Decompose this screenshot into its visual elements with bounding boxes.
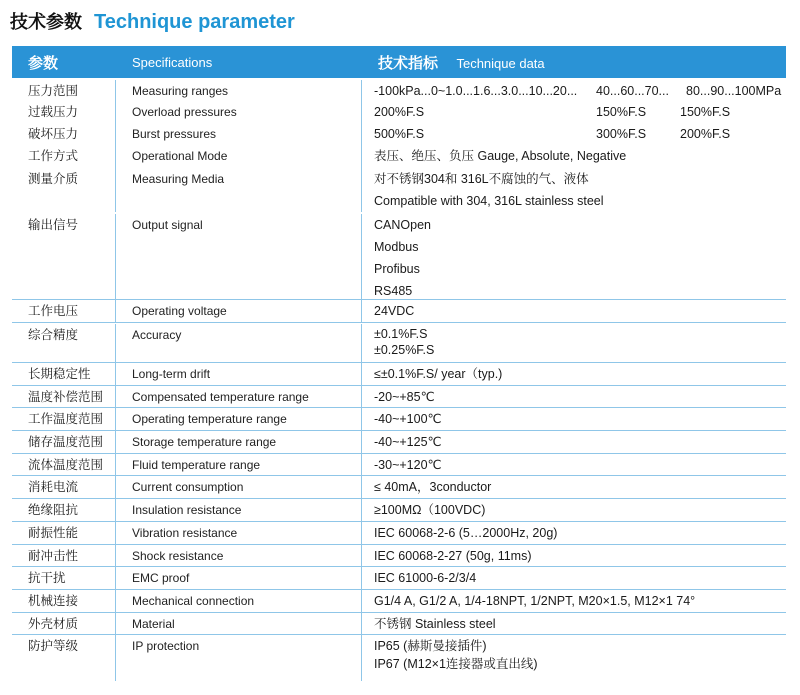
table-row (12, 545, 786, 567)
row-label-cn: 机械连接 (12, 590, 116, 612)
row-label-cn: 工作方式 (12, 145, 116, 168)
row-value: IEC 60068-2-27 (50g, 11ms) (374, 549, 532, 563)
value-line-4: RS485 (374, 284, 413, 298)
row-value (362, 101, 786, 123)
value-col-1: 200%F.S (374, 105, 425, 119)
row-label-cn: 输出信号 (12, 214, 116, 299)
row-label-en: Vibration resistance (116, 522, 362, 544)
row-label-en: Accuracy (116, 324, 362, 362)
row-label-en: Mechanical connection (116, 590, 362, 612)
row-label-cn: 压力范围 (12, 80, 116, 101)
row-label-en: EMC proof (116, 567, 362, 589)
table-row (12, 300, 786, 323)
row-label-cn: 测量介质 (12, 168, 116, 212)
row-label-cn: 耐冲击性 (12, 545, 116, 566)
table-row (12, 363, 786, 386)
value-line-2: IP67 (M12×1连接器或直出线) (374, 657, 538, 671)
header-data-cn: 技术指标 (378, 54, 439, 72)
row-label-cn: 流体温度范围 (12, 454, 116, 475)
row-label-en: Operating temperature range (116, 408, 362, 430)
row-value (362, 168, 786, 212)
value-col-3: 200%F.S (680, 127, 731, 141)
row-value (362, 80, 786, 101)
table-row (12, 408, 786, 431)
table-row (12, 454, 786, 476)
row-label-en: Storage temperature range (116, 431, 362, 453)
title-english: Technique parameter (94, 11, 295, 33)
table-row (12, 101, 786, 123)
table-row (12, 499, 786, 522)
row-value: -20~+85℃ (374, 390, 435, 404)
value-col-3: 150%F.S (680, 105, 731, 119)
row-label-en: Burst pressures (116, 123, 362, 145)
table-row (12, 323, 786, 363)
row-value: -40~+125℃ (374, 435, 442, 449)
row-value: ≥100MΩ（100VDC) (374, 503, 486, 517)
row-label-en: Material (116, 613, 362, 634)
value-line-1: IP65 (赫斯曼接插件) (374, 639, 487, 653)
value-range-2: 40...60...70... (596, 84, 669, 98)
row-label-cn: 工作温度范围 (12, 408, 116, 430)
row-label-cn: 长期稳定性 (12, 363, 116, 385)
table-body (12, 78, 786, 681)
value-range-1: -100kPa...0~1.0...1.6...3.0...10...20... (374, 84, 578, 98)
row-label-en: IP protection (116, 635, 362, 681)
value-line-2: ±0.25%F.S (374, 343, 435, 357)
table-row (12, 168, 786, 212)
row-label-en: Measuring ranges (116, 80, 362, 101)
row-value: ≤ 40mA，3conductor (374, 480, 492, 494)
table-row (12, 635, 786, 681)
header-param-en: Specifications (132, 54, 213, 70)
row-label-cn: 外壳材质 (12, 613, 116, 634)
value-col-2: 150%F.S (596, 105, 647, 119)
row-label-cn: 抗干扰 (12, 567, 116, 589)
row-label-en: Output signal (116, 214, 362, 299)
table-row (12, 145, 786, 168)
row-label-cn: 耐振性能 (12, 522, 116, 544)
page-title (10, 8, 295, 38)
table-row (12, 522, 786, 545)
row-label-cn: 工作电压 (12, 300, 116, 322)
row-label-en: Measuring Media (116, 168, 362, 212)
row-label-en: Operating voltage (116, 300, 362, 322)
row-label-en: Insulation resistance (116, 499, 362, 521)
row-value: IEC 61000-6-2/3/4 (374, 571, 477, 585)
table-row (12, 212, 786, 300)
row-label-en: Long-term drift (116, 363, 362, 385)
row-value (362, 214, 786, 299)
header-param-cn: 参数 (28, 54, 59, 72)
value-col-1: 500%F.S (374, 127, 425, 141)
row-value: IEC 60068-2-6 (5…2000Hz, 20g) (374, 526, 558, 540)
row-label-cn: 破坏压力 (12, 123, 116, 145)
row-label-cn: 防护等级 (12, 635, 116, 681)
value-line-1: CANOpen (374, 218, 431, 232)
header-data (362, 52, 786, 73)
row-value (362, 123, 786, 145)
value-range-3: 80...90...100MPa (686, 84, 782, 98)
row-label-cn: 绝缘阻抗 (12, 499, 116, 521)
row-label-cn: 综合精度 (12, 324, 116, 362)
row-label-cn: 过载压力 (12, 101, 116, 123)
row-value (362, 635, 786, 681)
row-value: 不锈钢 Stainless steel (374, 617, 496, 631)
value-line-1: ±0.1%F.S (374, 327, 428, 341)
row-value: 24VDC (374, 304, 415, 318)
row-label-en: Overload pressures (116, 101, 362, 123)
row-label-cn: 温度补偿范围 (12, 386, 116, 407)
value-line-3: Profibus (374, 262, 420, 276)
value-col-2: 300%F.S (596, 127, 647, 141)
row-label-en: Compensated temperature range (116, 386, 362, 407)
row-label-cn: 储存温度范围 (12, 431, 116, 453)
title-chinese: 技术参数 (10, 12, 82, 32)
header-data-en: Technique data (456, 55, 545, 71)
table-row (12, 431, 786, 454)
value-line-1: 对不锈钢304和 316L不腐蚀的气、液体 (374, 172, 589, 186)
value-line-2: Compatible with 304, 316L stainless steel (374, 194, 604, 208)
row-label-en: Shock resistance (116, 545, 362, 566)
row-label-en: Operational Mode (116, 145, 362, 168)
table-row (12, 567, 786, 590)
row-label-en: Current consumption (116, 476, 362, 498)
spec-table (12, 46, 786, 681)
value-line-2: Modbus (374, 240, 419, 254)
table-row (12, 613, 786, 635)
table-row (12, 386, 786, 408)
row-value: ≤±0.1%F.S/ year（typ.) (374, 367, 503, 381)
table-row (12, 476, 786, 499)
row-value: G1/4 A, G1/2 A, 1/4-18NPT, 1/2NPT, M20×1.5, M12×1 74° (374, 594, 696, 608)
row-value (362, 324, 786, 362)
row-label-en: Fluid temperature range (116, 454, 362, 475)
table-header (12, 46, 786, 78)
row-value: -40~+100℃ (374, 412, 442, 426)
table-row (12, 590, 786, 613)
table-row (12, 123, 786, 145)
row-value: 表压、绝压、负压 Gauge, Absolute, Negative (374, 149, 627, 163)
table-row (12, 78, 786, 101)
row-value: -30~+120℃ (374, 458, 442, 472)
row-label-cn: 消耗电流 (12, 476, 116, 498)
